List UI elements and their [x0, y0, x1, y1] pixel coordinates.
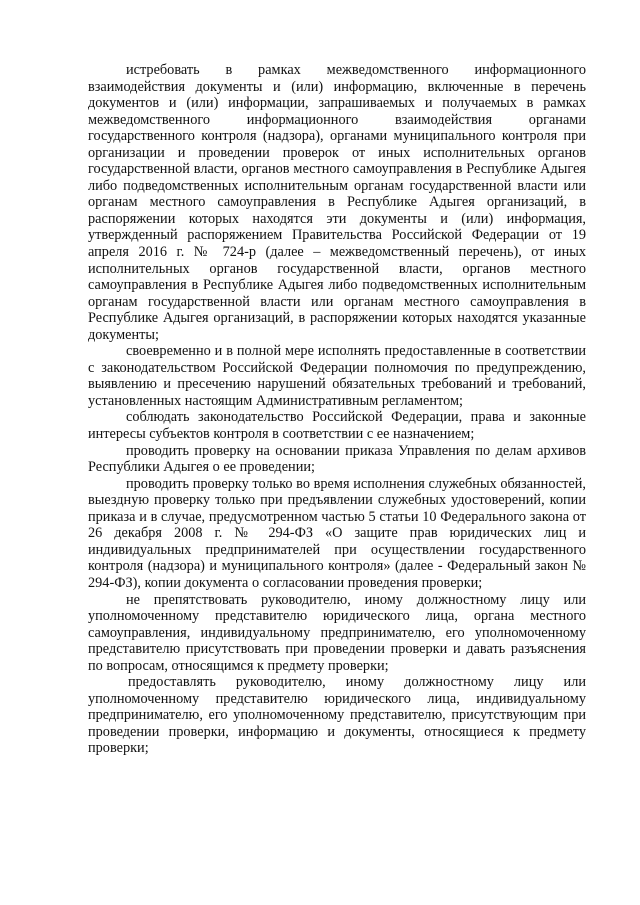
paragraph-inspection-duties: проводить проверку только во время исполнения служебных обязанностей, выездную проверку только при предъявлении служебных удостоверений, копии приказа и в случае, предусмотренном частью 5 статьи 10 Федерального закона от 26 декабря 2008 г. № 294-ФЗ «О защите прав юридических лиц и индивидуальных предпринимателей при осуществлении государственного контроля (надзора) и муниципального контроля» (далее - Федеральный закон № 294-ФЗ), копии документа о согласовании проведения проверки;: [88, 475, 586, 591]
paragraph-inspection-order: проводить проверку на основании приказа Управления по делам архивов Республики Адыгея о ее проведении;: [88, 442, 586, 476]
paragraph-request-documents: истребовать в рамках межведомственного информационного взаимодействия документы и (или) информацию, включенные в перечень документов и (или) информации, запрашиваемых и получаемых в рамках межведомственного информационного взаимодействия органами государственного контроля (надзора), органами муниципального контроля при организации и проведении проверок от иных исполнительных органов государственной власти, органов местного самоуправления в Республике Адыгея либо подведомственных исполнительным органам государственной власти или органам местного самоуправления в Республике Адыгея организаций, в распоряжении которых находятся эти документы и (или) информация, утвержденный распоряжением Правительства Российской Федерации от 19 апреля 2016 г. № 724-р (далее – межведомственный перечень), от иных исполнительных органов государственной власти, органов местного самоуправления в Республике Адыгея либо подведомственных исполнительным органам государственной власти или органам местного самоуправления в Республике Адыгея организаций, в распоряжении которых находятся указанные документы;: [88, 62, 586, 343]
paragraph-provide-information: предоставлять руководителю, иному должностному лицу или уполномоченному представителю юридического лица, индивидуальному предпринимателю, его уполномоченному представителю, присутствующим при проведении проверки, информацию и документы, относящиеся к предмету проверки;: [88, 674, 586, 757]
paragraph-do-not-obstruct: не препятствовать руководителю, иному должностному лицу или уполномоченному представителю юридического лица, органа местного самоуправления, индивидуальному предпринимателю, его уполномоченному представителю присутствовать при проведении проверки и давать разъяснения по вопросам, относящимся к предмету проверки;: [88, 591, 586, 674]
paragraph-exercise-powers: своевременно и в полной мере исполнять предоставленные в соответствии с законодательством Российской Федерации полномочия по предупреждению, выявлению и пресечению нарушений обязательных требований и требований, установленных настоящим Административным регламентом;: [88, 343, 586, 409]
document-page: [88, 62, 586, 757]
paragraph-observe-legislation: соблюдать законодательство Российской Федерации, права и законные интересы субъектов контроля в соответствии с ее назначением;: [88, 409, 586, 443]
